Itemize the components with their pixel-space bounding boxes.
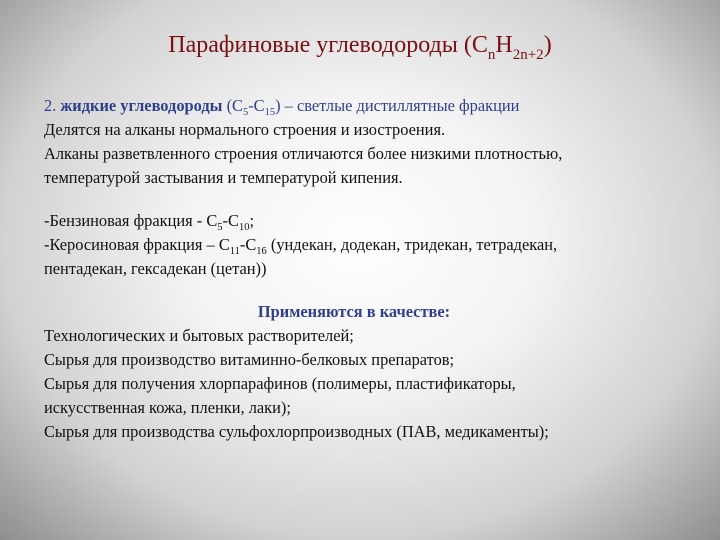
section-formula: (C [226, 96, 243, 115]
section-number: 2. [44, 96, 57, 115]
application-item: Сырья для производство витаминно-белковых препаратов; [44, 350, 455, 369]
fraction-gasoline-end: ; [249, 211, 254, 230]
section-formula-mid: -C [248, 96, 265, 115]
fraction-gasoline [44, 209, 694, 233]
fraction-kerosene-mid: -C [239, 235, 257, 254]
fraction-kerosene-sub2: 16 [256, 246, 267, 257]
section-sub-a: 5 [242, 107, 249, 118]
application-item: искусственная кожа, пленки, лаки); [44, 398, 291, 417]
fraction-kerosene-continued: пентадекан, гексадекан (цетан)) [44, 259, 267, 278]
text-line-3: температурой застывания и температурой кипения. [44, 168, 403, 187]
title-text-close: ) [543, 32, 552, 58]
title-subscript-n: n [487, 47, 496, 63]
text-line-1: Делятся на алканы нормального строения и изостроения. [44, 120, 446, 139]
text-line-2: Алканы разветвленного строения отличаются более низкими плотностью, [44, 144, 563, 163]
title-text: Парафиновые углеводороды (C [168, 32, 488, 58]
slide-title [0, 30, 720, 63]
fraction-gasoline-sub2: 10 [238, 222, 250, 233]
slide-body [44, 94, 694, 444]
title-subscript-2n2: 2n+2 [512, 47, 544, 63]
section-line [44, 94, 694, 118]
section-bold-term: жидкие углеводороды [60, 96, 223, 115]
fraction-kerosene-sub1: 11 [229, 246, 240, 257]
application-item: Сырья для получения хлорпарафинов (полимеры, пластификаторы, [44, 374, 516, 393]
application-item: Сырья для производства сульфохлорпроизводных (ПАВ, медикаменты); [44, 422, 549, 441]
spacer [44, 190, 694, 209]
section-formula-close: ) [275, 96, 281, 115]
title-text-h: H [495, 32, 513, 58]
fraction-kerosene-text: -Керосиновая фракция – C [44, 235, 230, 254]
fraction-gasoline-text: -Бензиновая фракция - C [44, 211, 218, 230]
section-description: – светлые дистиллятные фракции [284, 96, 520, 115]
fraction-kerosene-end: (ундекан, додекан, тридекан, тетрадекан, [266, 235, 558, 254]
fraction-gasoline-sub1: 5 [217, 222, 223, 233]
fraction-kerosene [44, 233, 694, 257]
fraction-gasoline-mid: -C [222, 211, 239, 230]
applications-heading: Применяются в качестве: [257, 302, 451, 321]
application-item: Технологических и бытовых растворителей; [44, 326, 354, 345]
spacer [44, 281, 694, 300]
section-sub-b: 15 [264, 107, 276, 118]
